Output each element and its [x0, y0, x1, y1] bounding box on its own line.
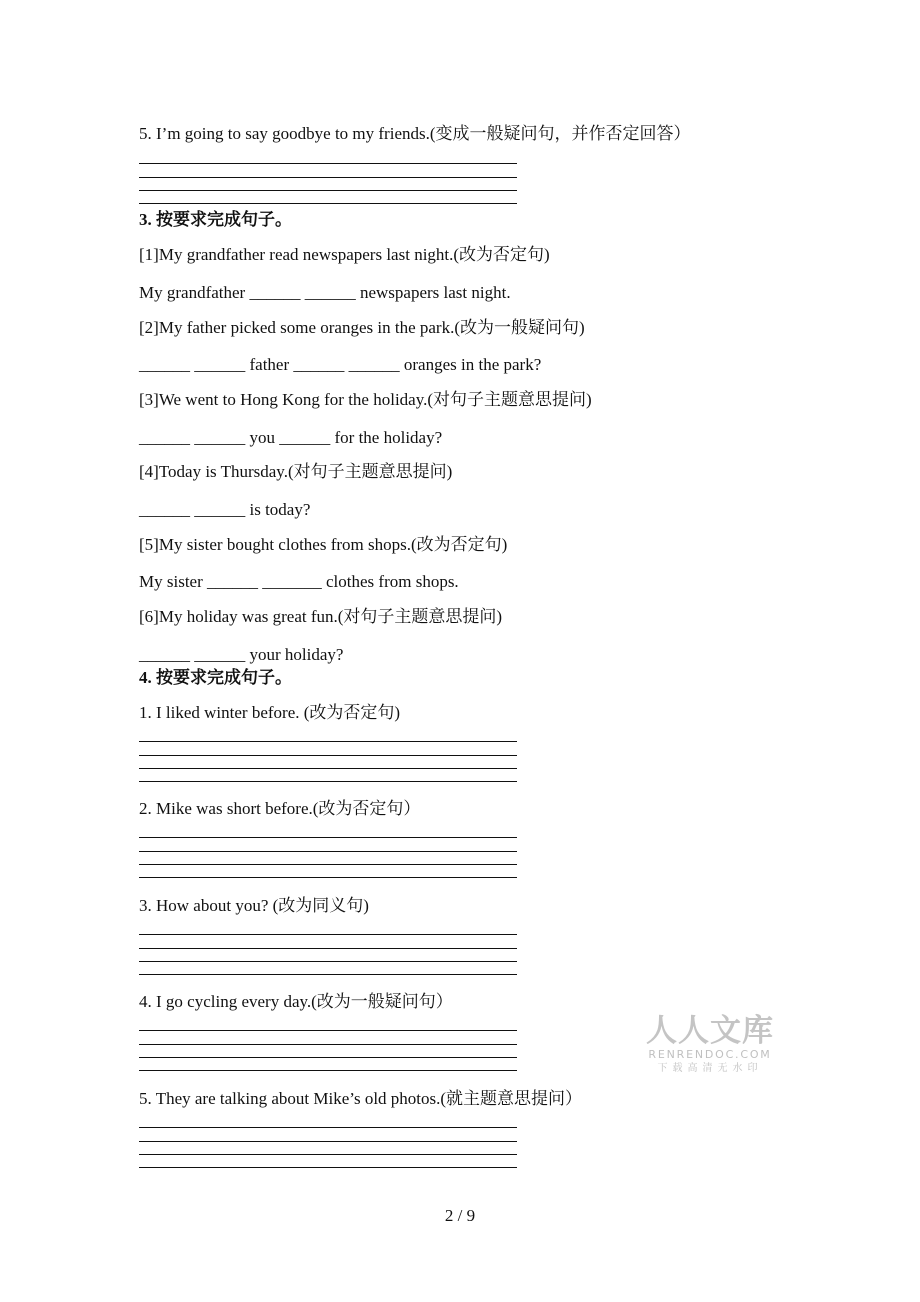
answer-line	[139, 1030, 517, 1031]
answer-line	[139, 163, 517, 164]
answer-line	[139, 1057, 517, 1058]
answer-line	[139, 177, 517, 178]
s4-question-5: 5. They are talking about Mike’s old photos.(就主题意思提问）	[139, 1089, 583, 1108]
s3-answer-4: ______ ______ is today?	[139, 500, 311, 519]
answer-line	[139, 1044, 517, 1045]
s3-question-3: [3]We went to Hong Kong for the holiday.(对句子主题意思提问)	[139, 390, 592, 409]
answer-line	[139, 864, 517, 865]
answer-line	[139, 741, 517, 742]
question-top-5: 5. I’m going to say goodbye to my friends.(变成一般疑问句，并作否定回答）	[139, 124, 691, 143]
s4-question-2: 2. Mike was short before.(改为否定句）	[139, 799, 421, 818]
answer-line	[139, 768, 517, 769]
s3-question-2: [2]My father picked some oranges in the park.(改为一般疑问句)	[139, 318, 585, 337]
watermark-tagline: 下载高清无水印	[657, 1063, 763, 1074]
answer-line	[139, 1167, 517, 1168]
s3-question-1: [1]My grandfather read newspapers last night.(改为否定句)	[139, 245, 550, 264]
s3-answer-3: ______ ______ you ______ for the holiday?	[139, 428, 443, 447]
answer-line	[139, 948, 517, 949]
watermark-domain: RENRENDOC.COM	[648, 1048, 772, 1061]
answer-line	[139, 837, 517, 838]
s3-question-5: [5]My sister bought clothes from shops.(改为否定句)	[139, 535, 508, 554]
watermark-brand: 人人文库	[646, 1013, 774, 1049]
s3-question-6: [6]My holiday was great fun.(对句子主题意思提问)	[139, 607, 503, 626]
section-4-heading: 4. 按要求完成句子。	[139, 668, 292, 687]
s4-question-4: 4. I go cycling every day.(改为一般疑问句）	[139, 992, 453, 1011]
s3-answer-5: My sister ______ _______ clothes from shops.	[139, 572, 459, 591]
answer-line	[139, 851, 517, 852]
answer-line	[139, 190, 517, 191]
section-3-heading: 3. 按要求完成句子。	[139, 210, 292, 229]
page-number: 2 / 9	[444, 1206, 476, 1225]
answer-line	[139, 1141, 517, 1142]
s3-answer-6: ______ ______ your holiday?	[139, 645, 344, 664]
answer-line	[139, 755, 517, 756]
answer-line	[139, 1070, 517, 1071]
s3-answer-2: ______ ______ father ______ ______ oranges in the park?	[139, 355, 542, 374]
s3-question-4: [4]Today is Thursday.(对句子主题意思提问)	[139, 462, 453, 481]
answer-line	[139, 781, 517, 782]
s4-question-3: 3. How about you? (改为同义句)	[139, 896, 369, 915]
watermark-logo	[645, 1014, 775, 1076]
answer-line	[139, 877, 517, 878]
answer-line	[139, 961, 517, 962]
s3-answer-1: My grandfather ______ ______ newspapers last night.	[139, 283, 511, 302]
answer-line	[139, 1154, 517, 1155]
answer-line	[139, 203, 517, 204]
s4-question-1: 1. I liked winter before. (改为否定句)	[139, 703, 401, 722]
answer-line	[139, 1127, 517, 1128]
answer-line	[139, 974, 517, 975]
answer-line	[139, 934, 517, 935]
